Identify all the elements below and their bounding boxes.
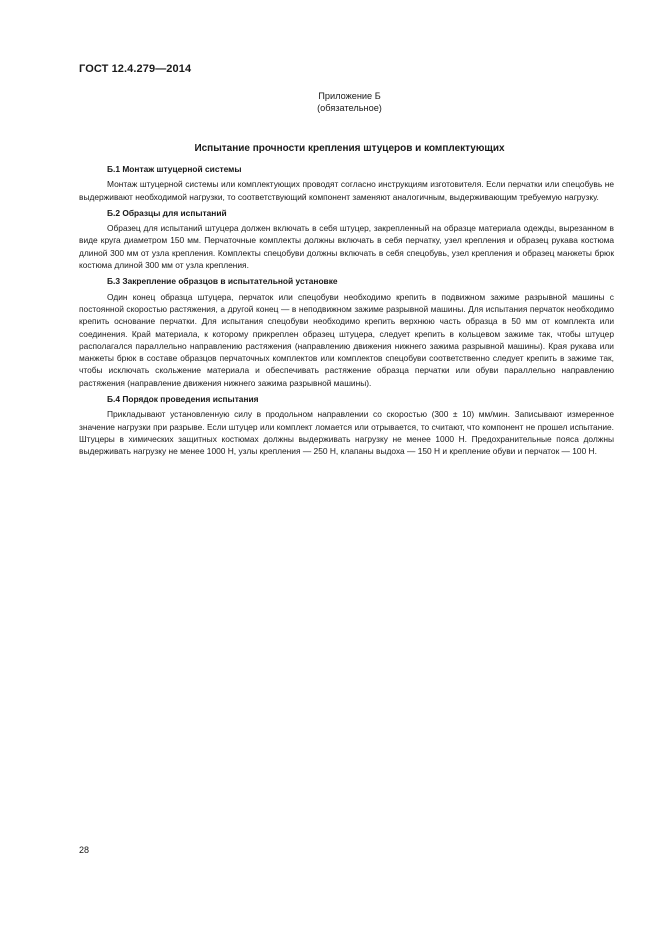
page-number: 28 bbox=[79, 845, 90, 855]
document-id: ГОСТ 12.4.279—2014 bbox=[79, 63, 192, 75]
section-paragraph: Образец для испытаний штуцера должен включать в себя штуцер, закрепленный на образце материала одежды, вырезанном в виде круга диаметром 150 мм. Перчаточные комплекты должны включать в себя перчатку, узел крепления и образец рукава костюма длиной 300 мм от узла крепления. Комплекты спецобуви должны включать в себя спецобувь, узел крепления и образец манжеты брюк костюма длиной 300 мм от узла крепления. bbox=[79, 223, 614, 271]
section-b3 bbox=[79, 275, 614, 389]
appendix-block bbox=[0, 90, 661, 114]
appendix-label: Приложение Б bbox=[318, 91, 381, 101]
content-body bbox=[79, 163, 614, 462]
section-heading: Б.3 Закрепление образцов в испытательной установке bbox=[107, 276, 338, 287]
section-paragraph: Монтаж штуцерной системы или комплектующих проводят согласно инструкциям изготовителя. Если перчатки или спецобувь не выдерживают необходимой нагрузки, то соответствующий компонент заменяют аналогичным, выдерживающим требуемую нагрузку. bbox=[79, 179, 614, 202]
section-paragraph: Прикладывают установленную силу в продольном направлении со скоростью (300 ± 10) мм/мин. Записывают измеренное значение нагрузки при разрыве. Если штуцер или комплект ломается или отрывается, то считают, что компонент не прошел испытание. Штуцеры в химических защитных костюмах должны выдерживать нагрузку не менее 1000 Н. Предохранительные пояса должны выдерживать нагрузку не менее 1000 Н, узлы крепления — 250 Н, клапаны выдоха — 150 Н и крепление обуви и перчаток — 100 Н. bbox=[79, 409, 614, 457]
section-b2 bbox=[79, 207, 614, 271]
section-heading: Б.1 Монтаж штуцерной системы bbox=[107, 164, 242, 174]
section-b4 bbox=[79, 393, 614, 457]
section-b1 bbox=[79, 163, 614, 203]
appendix-status: (обязательное) bbox=[317, 103, 382, 113]
section-paragraph: Один конец образца штуцера, перчаток или спецобуви необходимо крепить в подвижном зажиме разрывной машины с постоянной скоростью растяжения, а другой конец — в неподвижном зажиме разрывной машины. Для испытания перчаток необходимо крепить основание перчатки. Для испытания спецобуви необходимо крепить верхнюю часть образца в 50 мм от комплекта или соединения. Край материала, к которому прикреплен образец штуцера, следует крепить в кольцевом зажиме так, чтобы штуцер располагался параллельно направлению растяжения (направлению движения нижнего зажима разрывной машины). Края рукава или манжеты брюк в составе образцов перчаточных комплектов или комплектов спецобуви соответственно следует крепить в зажиме так, чтобы исключать скольжение материала и обеспечивать растяжение образца перчатки или обуви параллельно направлению растяжения (направление движения нижнего зажима разрывной машины). bbox=[79, 291, 614, 388]
appendix-title: Испытание прочности крепления штуцеров и комплектующих bbox=[194, 143, 505, 154]
section-heading: Б.4 Порядок проведения испытания bbox=[107, 394, 259, 405]
section-heading: Б.2 Образцы для испытаний bbox=[107, 207, 227, 218]
